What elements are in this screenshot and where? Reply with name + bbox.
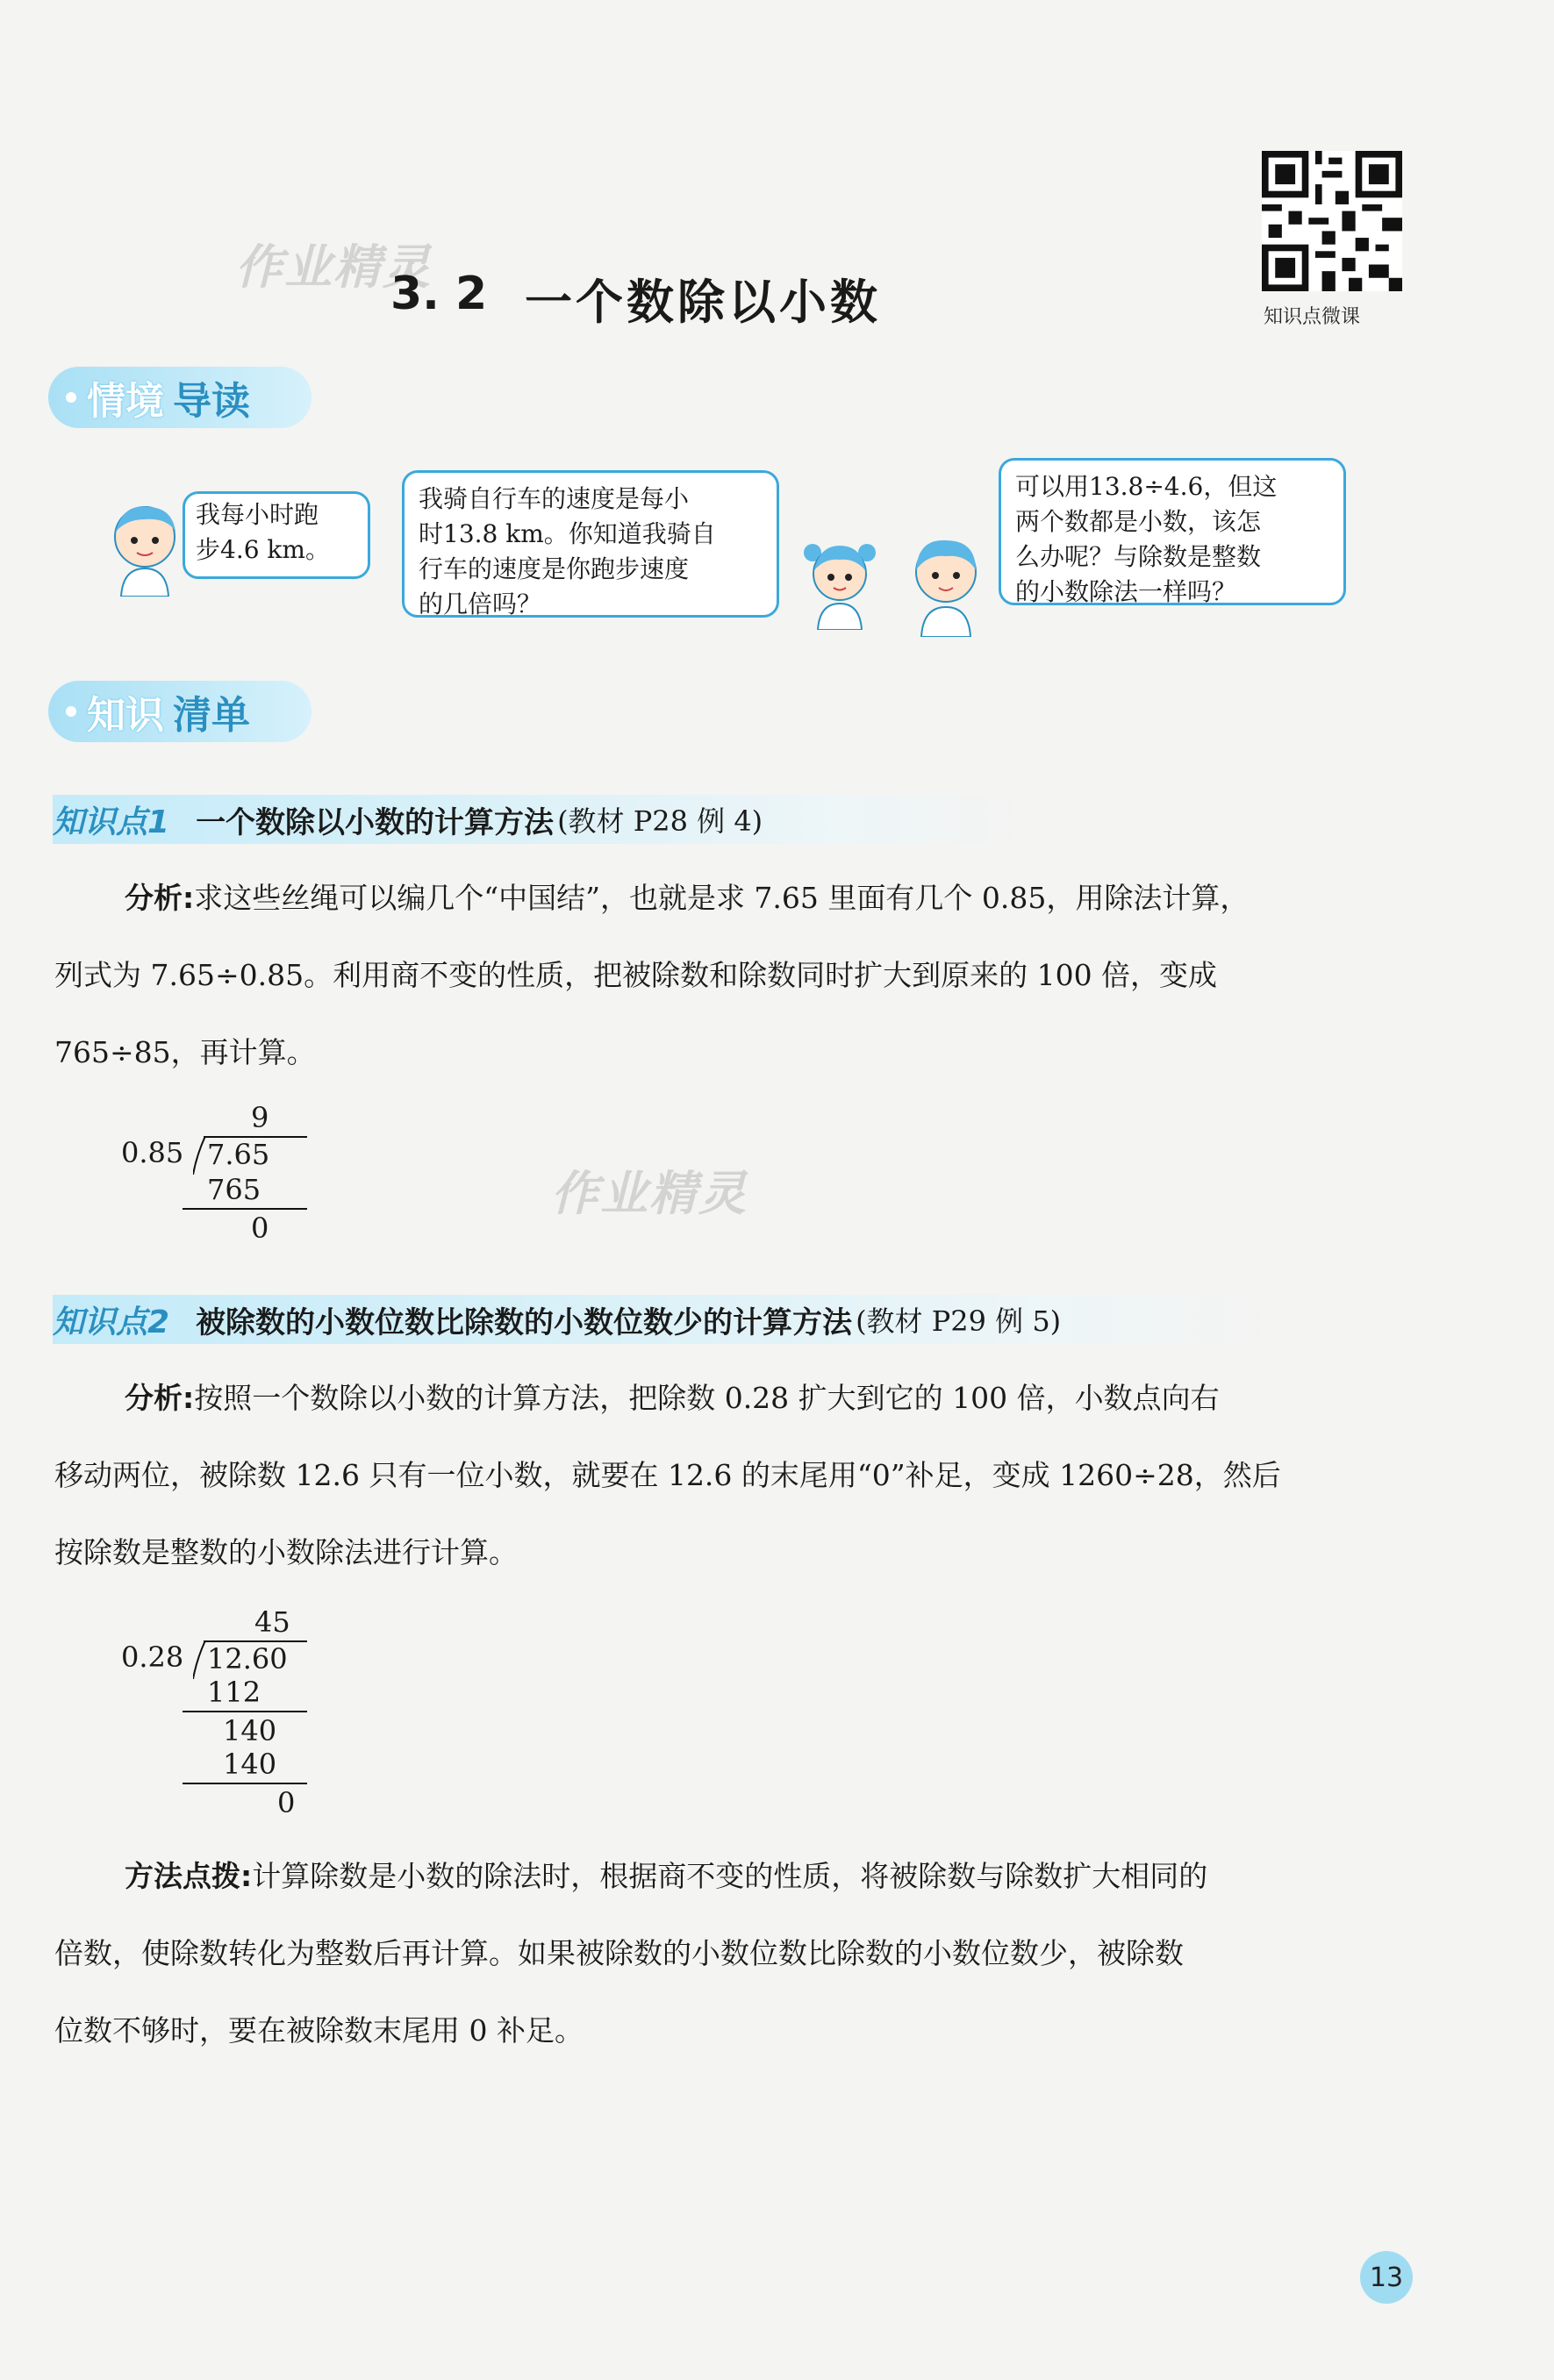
bubble-text: 我骑自行车的速度是每小 时13.8 km。你知道我骑自 行车的速度是你跑步速度 的几倍吗？ [419, 484, 716, 618]
situation-tag-part2: 导读 [173, 379, 250, 424]
girl-avatar-icon [800, 533, 879, 630]
method-tip-paragraph [54, 1838, 1423, 2069]
dividend: 12.60 [207, 1642, 288, 1676]
divisor: 0.28 [121, 1640, 184, 1674]
analysis-line: 移动两位，被除数 12.6 只有一位小数，就要在 12.6 的末尾用“0”补足，变成 1260÷28，然后 [54, 1458, 1281, 1492]
speech-bubble [183, 491, 370, 579]
knowledge-section-tag [48, 681, 312, 742]
qr-caption: 知识点微课 [1264, 306, 1361, 328]
knowledge-point-header [53, 795, 1027, 844]
speech-bubble [402, 470, 779, 618]
bullet-dot-icon [66, 706, 76, 717]
analysis-line: 765÷85，再计算。 [54, 1035, 316, 1069]
division-line [183, 1711, 307, 1712]
quotient: 45 [254, 1605, 290, 1639]
analysis-line: 求这些丝绳可以编几个“中国结”，也就是求 7.65 里面有几个 0.85，用除法计算， [194, 881, 1250, 915]
situation-section-tag [48, 367, 312, 428]
division-line [183, 1783, 307, 1784]
analysis-paragraph [54, 1360, 1423, 1591]
division-bracket-icon [193, 1640, 207, 1679]
bubble-text: 我每小时跑 步4.6 km。 [196, 500, 330, 564]
method-tip-line: 倍数，使除数转化为整数后再计算。如果被除数的小数位数比除数的小数位数少，被除数 [54, 1936, 1184, 1970]
knowledge-point-source: (教材 P29 例 5) [856, 1304, 1062, 1338]
knowledge-point-source: (教材 P28 例 4) [557, 804, 763, 838]
boy-avatar-icon [904, 532, 988, 637]
knowledge-point-title: 被除数的小数位数比除数的小数位数少的计算方法 [196, 1304, 853, 1340]
division-bracket-icon [193, 1136, 207, 1175]
step-value: 0 [251, 1211, 269, 1245]
method-tip-line: 位数不够时，要在被除数末尾用 0 补足。 [54, 2013, 584, 2048]
divisor: 0.85 [121, 1136, 184, 1169]
analysis-line: 按照一个数除以小数的计算方法，把除数 0.28 扩大到它的 100 倍，小数点向右 [194, 1381, 1220, 1415]
long-division [121, 1605, 332, 1833]
qr-code-icon[interactable] [1262, 151, 1402, 291]
knowledge-point-tag: 知识点1 [53, 804, 170, 840]
analysis-paragraph [54, 860, 1423, 1091]
watermark: 作业精灵 [551, 1166, 748, 1221]
method-tip-line: 计算除数是小数的除法时，根据商不变的性质，将被除数与除数扩大相同的 [252, 1859, 1208, 1893]
step-value: 0 [277, 1786, 296, 1819]
speech-bubble [999, 458, 1346, 605]
step-value: 112 [207, 1676, 261, 1709]
knowledge-point-header [53, 1295, 1281, 1344]
situation-tag-part1: 情境 [87, 379, 164, 424]
analysis-line: 按除数是整数的小数除法进行计算。 [54, 1535, 518, 1569]
section-number: 3. 2 [390, 268, 488, 320]
analysis-line: 列式为 7.65÷0.85。利用商不变的性质，把被除数和除数同时扩大到原来的 100 倍，变成 [54, 958, 1218, 992]
method-tip-label: 方法点拨: [125, 1859, 253, 1893]
knowledge-point-title: 一个数除以小数的计算方法 [196, 804, 555, 840]
boy-avatar-icon [105, 500, 184, 597]
page-title: 一个数除以小数 [525, 275, 881, 330]
bullet-dot-icon [66, 392, 76, 403]
division-line [183, 1208, 307, 1210]
dividend: 7.65 [207, 1138, 270, 1171]
long-division [121, 1101, 323, 1259]
bubble-text: 可以用13.8÷4.6，但这 两个数都是小数，该怎 么办呢？与除数是整数 的小数除法一样吗？ [1015, 472, 1278, 606]
quotient: 9 [251, 1101, 269, 1134]
watermark: 作业精灵 [235, 239, 432, 295]
analysis-label: 分析: [125, 881, 195, 915]
step-value: 765 [207, 1173, 261, 1206]
step-value: 140 [223, 1747, 277, 1781]
page-number: 13 [1360, 2251, 1413, 2304]
knowledge-point-tag: 知识点2 [53, 1304, 170, 1340]
knowledge-tag-part2: 清单 [173, 693, 250, 738]
knowledge-tag-part1: 知识 [87, 693, 164, 738]
step-value: 140 [223, 1714, 277, 1747]
analysis-label: 分析: [125, 1381, 195, 1415]
